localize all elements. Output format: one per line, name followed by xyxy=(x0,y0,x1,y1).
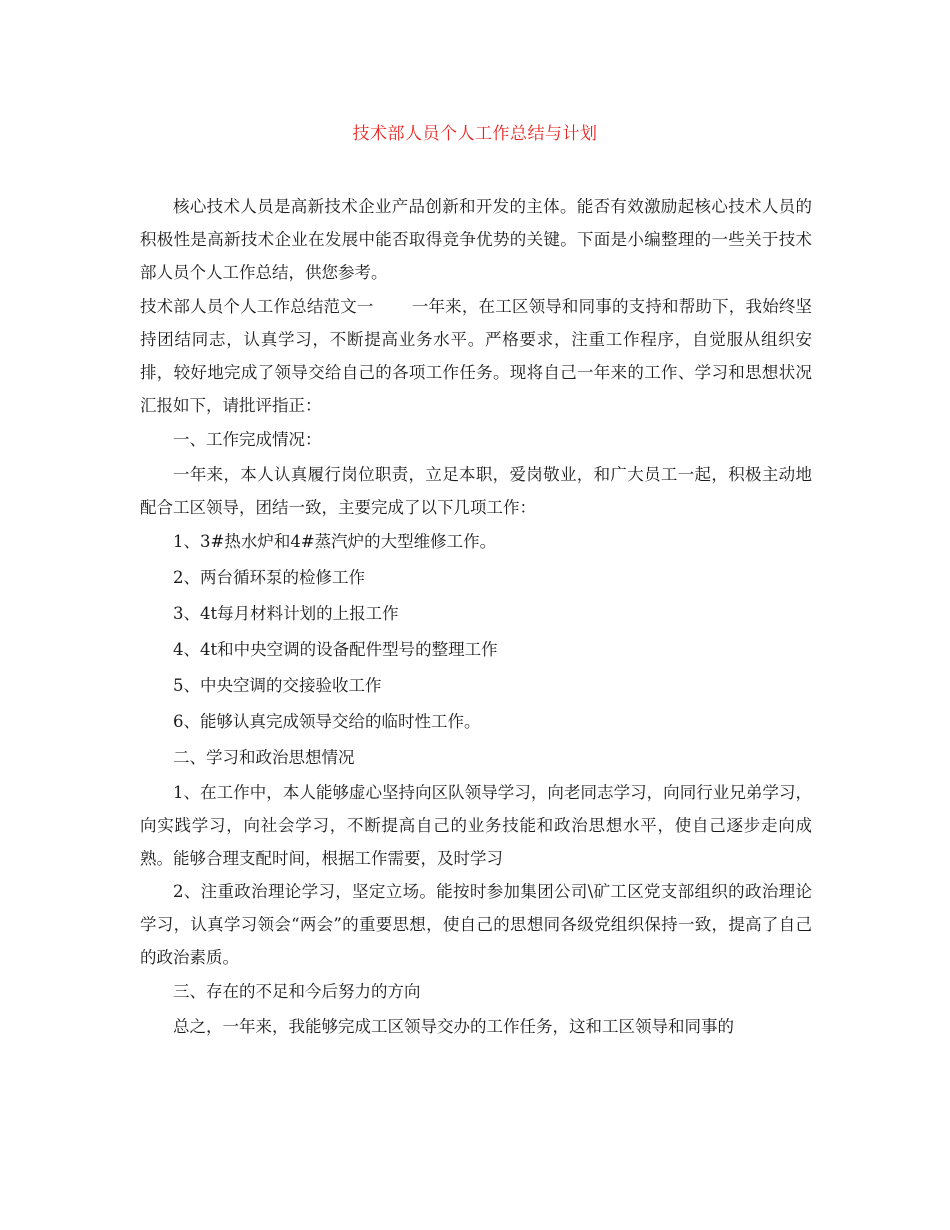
section1-intro: 一年来，本人认真履行岗位职责，立足本职，爱岗敬业，和广大员工一起，积极主动地配合工区领导，团结一致，主要完成了以下几项工作： xyxy=(140,465,812,517)
intro-paragraph: 核心技术人员是高新技术企业产品创新和开发的主体。能否有效激励起核心技术人员的积极性是高新技术企业在发展中能否取得竞争优势的关键。下面是小编整理的一些关于技术部人员个人工作总结，供您参考。 xyxy=(140,197,812,282)
document-body xyxy=(140,190,812,1043)
list-item: 2、两台循环泵的检修工作 xyxy=(173,568,365,587)
list-item: 6、能够认真完成领导交给的临时性工作。 xyxy=(173,712,481,731)
section2-title: 二、学习和政治思想情况 xyxy=(173,748,355,767)
list-item: 1、3#热水炉和4#蒸汽炉的大型维修工作。 xyxy=(173,532,497,551)
list-item: 5、中央空调的交接验收工作 xyxy=(173,676,382,695)
sample-heading: 技术部人员个人工作总结范文一 xyxy=(140,297,374,316)
section3-title: 三、存在的不足和今后努力的方向 xyxy=(173,982,421,1001)
sample-opening: 一年来，在工区领导和同事的支持和帮助下，我始终坚持团结同志，认真学习，不断提高业务水平。严格要求，注重工作程序，自觉服从组织安排，较好地完成了领导交给自己的各项工作任务。现将自己一年来的工作、学习和思想状况汇报如下，请批评指正： xyxy=(140,297,813,415)
list-item: 3、4t每月材料计划的上报工作 xyxy=(173,604,399,623)
section1-title: 一、工作完成情况： xyxy=(173,430,322,449)
document-title: 技术部人员个人工作总结与计划 xyxy=(352,124,598,144)
section3-text: 总之，一年来，我能够完成工区领导交办的工作任务，这和工区领导和同事的 xyxy=(173,1017,734,1036)
section2-item: 1、在工作中，本人能够虚心坚持向区队领导学习，向老同志学习，向同行业兄弟学习，向实践学习，向社会学习，不断提高自己的业务技能和政治思想水平，使自己逐步走向成熟。能够合理支配时间，根据工作需要，及时学习 xyxy=(140,783,812,868)
sample-paragraph xyxy=(140,290,812,422)
section2-item: 2、注重政治理论学习，坚定立场。能按时参加集团公司\矿工区党支部组织的政治理论学习，认真学习领会“两会”的重要思想，使自己的思想同各级党组织保持一致，提高了自己的政治素质。 xyxy=(140,882,812,967)
list-item: 4、4t和中央空调的设备配件型号的整理工作 xyxy=(173,640,498,659)
